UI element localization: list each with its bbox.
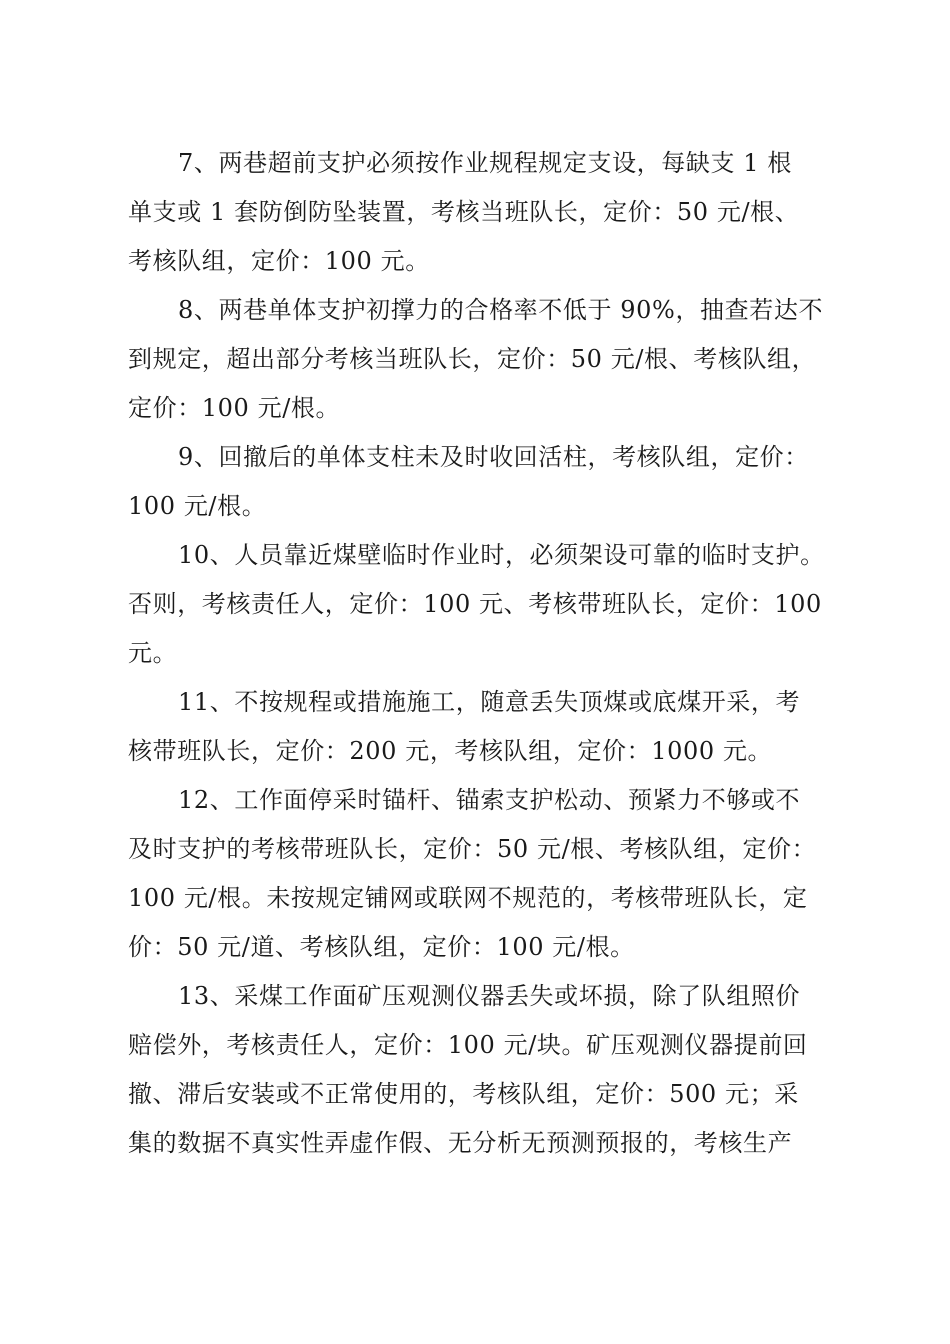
paragraph-line: 撤、滞后安装或不正常使用的，考核队组，定价：500 元；采 <box>128 1080 799 1108</box>
paragraph-line: 元。 <box>128 639 178 667</box>
paragraph-11 <box>128 678 833 776</box>
paragraph-12 <box>128 776 833 972</box>
paragraph-line: 考核队组，定价：100 元。 <box>128 247 430 275</box>
paragraph-line: 集的数据不真实性弄虚作假、无分析无预测预报的，考核生产 <box>128 1129 793 1157</box>
paragraph-13 <box>128 972 833 1168</box>
paragraph-line: 7、两巷超前支护必须按作业规程规定支设，每缺支 1 根 <box>178 149 792 177</box>
paragraph-line: 10、人员靠近煤壁临时作业时，必须架设可靠的临时支护。 <box>178 541 825 569</box>
paragraph-line: 及时支护的考核带班队长，定价：50 元/根、考核队组，定价： <box>128 835 817 863</box>
paragraph-7 <box>128 139 833 286</box>
paragraph-8 <box>128 286 833 433</box>
paragraph-line: 否则，考核责任人，定价：100 元、考核带班队长，定价：100 <box>128 590 822 618</box>
paragraph-9 <box>128 433 833 531</box>
paragraph-line: 到规定，超出部分考核当班队长，定价：50 元/根、考核队组， <box>128 345 817 373</box>
paragraph-10 <box>128 531 833 678</box>
paragraph-line: 11、不按规程或措施施工，随意丢失顶煤或底煤开采，考 <box>178 688 801 716</box>
paragraph-line: 9、回撤后的单体支柱未及时收回活柱，考核队组，定价： <box>178 443 809 471</box>
paragraph-line: 8、两巷单体支护初撑力的合格率不低于 90%，抽查若达不 <box>178 296 824 324</box>
paragraph-line: 价：50 元/道、考核队组，定价：100 元/根。 <box>128 933 635 961</box>
paragraph-line: 12、工作面停采时锚杆、锚索支护松动、预紧力不够或不 <box>178 786 801 814</box>
paragraph-line: 核带班队长，定价：200 元，考核队组，定价：1000 元。 <box>128 737 773 765</box>
paragraph-line: 定价：100 元/根。 <box>128 394 341 422</box>
paragraph-line: 单支或 1 套防倒防坠装置，考核当班队长，定价：50 元/根、 <box>128 198 800 226</box>
paragraph-line: 100 元/根。未按规定铺网或联网不规范的，考核带班队长，定 <box>128 884 808 912</box>
paragraph-line: 13、采煤工作面矿压观测仪器丢失或坏损，除了队组照价 <box>178 982 801 1010</box>
paragraph-line: 赔偿外，考核责任人，定价：100 元/块。矿压观测仪器提前回 <box>128 1031 808 1059</box>
paragraph-line: 100 元/根。 <box>128 492 267 520</box>
document-body <box>128 139 833 1168</box>
